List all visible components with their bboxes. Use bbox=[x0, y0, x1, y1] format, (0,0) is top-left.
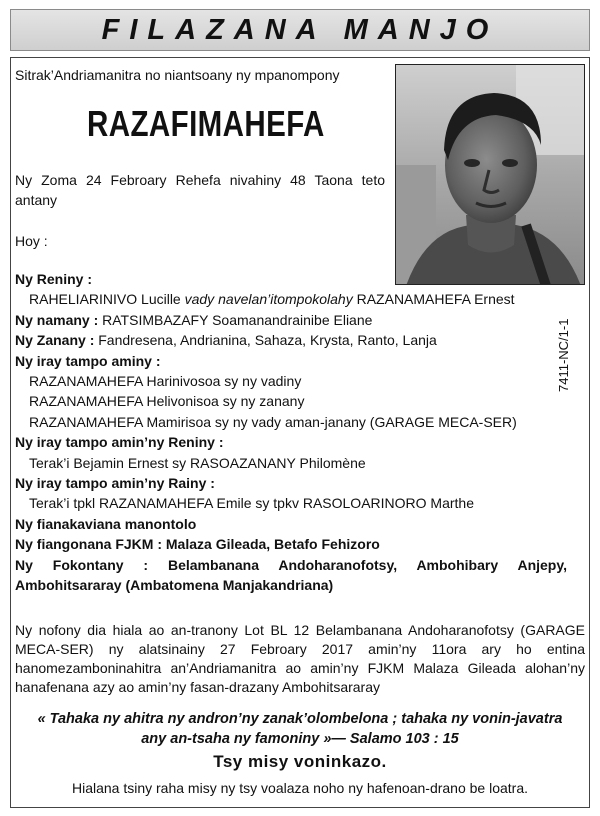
quote-line-1: « Tahaka ny ahitra ny andron’ny zanak’olombelona ; tahaka ny vonin-javatra bbox=[37, 711, 563, 727]
sibling-item: RAZANAMAHEFA Helivonisoa sy ny zanany bbox=[29, 393, 305, 410]
funeral-details: Ny nofony dia hiala ao an-tranony Lot BL 12 Belambanana Andoharanofotsy (GARAGE MECA-SER) ny alatsinainy 27 Febroary 2017 amin’ny 11ora ary ho entina hanomezamboninahitra an’Andriamanitra ao amin’ny FJKM Malaza Gileada alohan’ny hanafenana azy ao amin’ny fasan-drazany Ambohitsararay bbox=[15, 622, 585, 695]
bible-quote bbox=[15, 709, 585, 749]
spouse-line bbox=[15, 310, 565, 330]
deceased-portrait-photo bbox=[395, 64, 585, 285]
children-names: Fandresena, Andrianina, Sahaza, Krysta, Ranto, Lanja bbox=[98, 332, 437, 349]
notice-header-title: FILAZANA MANJO bbox=[101, 13, 499, 46]
death-announcement: Ny Zoma 24 Febroary Rehefa nivahiny 48 Taona teto antany bbox=[15, 172, 385, 208]
father-siblings-label: Ny iray tampo amin’ny Rainy : bbox=[15, 475, 215, 492]
deceased-name: RAZAFIMAHEFA bbox=[87, 103, 325, 144]
sibling-item: RAZANAMAHEFA Harinivosoa sy ny vadiny bbox=[29, 373, 302, 390]
father-name: RAZANAMAHEFA Ernest bbox=[356, 291, 515, 308]
parents-line bbox=[15, 289, 565, 309]
portrait-photo-drawing bbox=[396, 65, 585, 285]
reference-code: 7411-NC/1-1 bbox=[556, 318, 571, 392]
mother-siblings-label: Ny iray tampo amin’ny Reniny : bbox=[15, 434, 224, 451]
family-list bbox=[15, 269, 565, 596]
children-label: Ny Zanany : bbox=[15, 332, 95, 349]
hoy-label: Hoy : bbox=[15, 233, 48, 249]
no-flowers-notice: Tsy misy voninkazo. bbox=[213, 752, 387, 771]
church-line: Ny fiangonana FJKM : Malaza Gileada, Betafo Fehizoro bbox=[15, 536, 380, 553]
header-bar bbox=[10, 9, 590, 51]
opening-line: Sitrak’Andriamanitra no niantsoany ny mpanompony bbox=[15, 67, 340, 83]
mother-siblings-value: Terak’i Bejamin Ernest sy RASOAZANANY Philomène bbox=[29, 454, 366, 471]
mother-name: RAHELIARINIVO Lucille bbox=[29, 291, 181, 308]
siblings-label: Ny iray tampo aminy : bbox=[15, 352, 161, 369]
children-line bbox=[15, 330, 565, 350]
fokontany-line: Ny Fokontany : Belambanana Andoharanofotsy, Ambohibary Anjepy, Ambohitsararay (Ambatomena Manjakandriana) bbox=[15, 556, 567, 594]
sibling-item: RAZANAMAHEFA Mamirisoa sy ny vady aman-janany (GARAGE MECA-SER) bbox=[29, 413, 517, 430]
parents-label: Ny Reniny : bbox=[15, 271, 93, 287]
whole-family-line: Ny fianakaviana manontolo bbox=[15, 515, 197, 532]
father-siblings-value: Terak’i tpkl RAZANAMAHEFA Emile sy tpkv RASOLOARINORO Marthe bbox=[29, 495, 474, 512]
widow-note: vady navelan’itompokolahy bbox=[184, 291, 353, 308]
closing-apology: Hialana tsiny raha misy ny tsy voalaza noho ny hafenoan-drano be loatra. bbox=[71, 780, 529, 796]
spouse-name: RATSIMBAZAFY Soamanandrainibe Eliane bbox=[102, 311, 373, 328]
quote-line-2: any an-tsaha ny famoniny »— Salamo 103 : 15 bbox=[141, 731, 459, 747]
spouse-label: Ny namany : bbox=[15, 311, 99, 328]
